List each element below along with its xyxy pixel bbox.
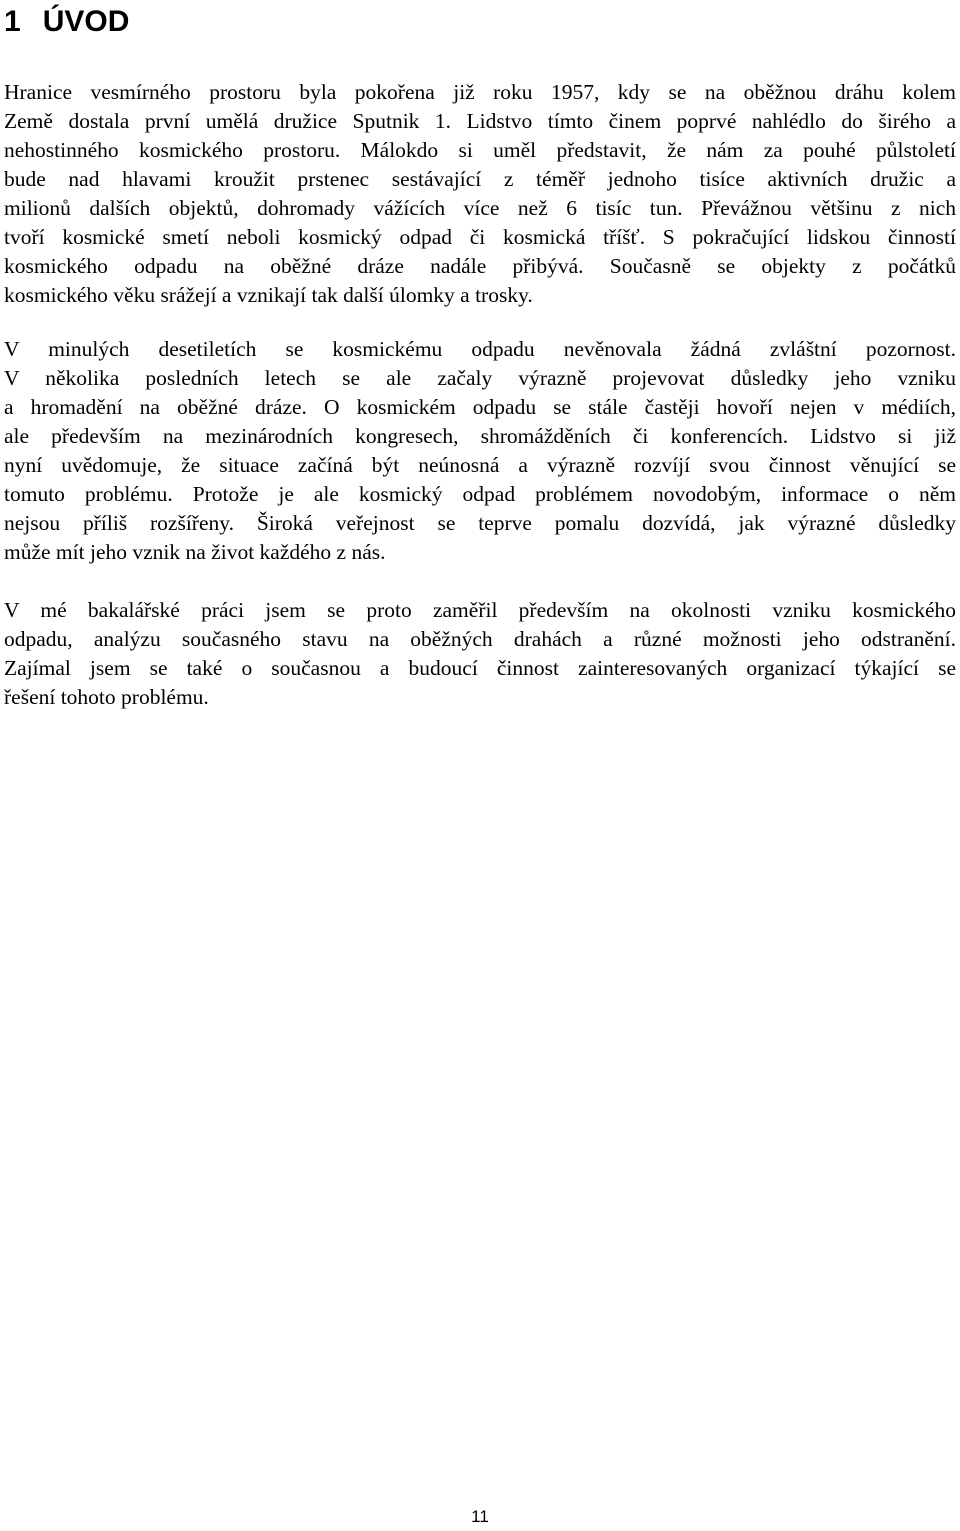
text-line: kosmického odpadu na oběžné dráze nadále přibývá. Současně se objekty z počátků	[4, 254, 956, 278]
text-line: řešení tohoto problému.	[4, 685, 209, 709]
chapter-title: ÚVOD	[42, 5, 130, 38]
paragraph-thesis-focus	[4, 596, 956, 712]
text-line: Zajímal jsem se také o současnou a budoucí činnost zainteresovaných organizací týkající se	[4, 656, 956, 680]
text-line: může mít jeho vznik na život každého z nás.	[4, 540, 386, 564]
page-number: 11	[471, 1507, 489, 1526]
text-line: V minulých desetiletích se kosmickému odpadu nevěnovala žádná zvláštní pozornost.	[4, 337, 956, 361]
text-line: nyní uvědomuje, že situace začíná být neúnosná a výrazně rozvíjí svou činnost věnující se	[4, 453, 956, 477]
paragraph-attention	[4, 335, 956, 567]
text-line: tomuto problému. Protože je ale kosmický odpad problémem novodobým, informace o něm	[4, 482, 956, 506]
chapter-number: 1	[4, 5, 21, 38]
text-line: a hromadění na oběžné dráze. O kosmickém odpadu se stále častěji hovoří nejen v médiích,	[4, 395, 956, 419]
text-line: kosmického věku srážejí a vznikají tak další úlomky a trosky.	[4, 283, 533, 307]
chapter-heading	[4, 2, 129, 42]
paragraph-introduction	[4, 78, 956, 310]
text-line: milionů dalších objektů, dohromady vážících více než 6 tisíc tun. Převážnou většinu z nich	[4, 196, 956, 220]
text-line: bude nad hlavami kroužit prstenec sestávající z téměř jednoho tisíce aktivních družic a	[4, 167, 956, 191]
text-line: tvoří kosmické smetí neboli kosmický odpad či kosmická tříšť. S pokračující lidskou činností	[4, 225, 956, 249]
text-line: ale především na mezinárodních kongresech, shromážděních či konferencích. Lidstvo si již	[4, 424, 956, 448]
text-line: nejsou příliš rozšířeny. Široká veřejnost se teprve pomalu dozvídá, jak výrazné důsledky	[4, 511, 956, 535]
text-line: odpadu, analýzu současného stavu na oběžných drahách a různé možnosti jeho odstranění.	[4, 627, 956, 651]
text-line: V několika posledních letech se ale začaly výrazně projevovat důsledky jeho vzniku	[4, 366, 956, 390]
text-line: Země dostala první umělá družice Sputnik 1. Lidstvo tímto činem poprvé nahlédlo do širého a	[4, 109, 956, 133]
text-line: V mé bakalářské práci jsem se proto zaměřil především na okolnosti vzniku kosmického	[4, 598, 956, 622]
text-line: nehostinného kosmického prostoru. Málokdo si uměl představit, že nám za pouhé půlstoletí	[4, 138, 956, 162]
text-line: Hranice vesmírného prostoru byla pokořena již roku 1957, kdy se na oběžnou dráhu kolem	[4, 80, 956, 104]
